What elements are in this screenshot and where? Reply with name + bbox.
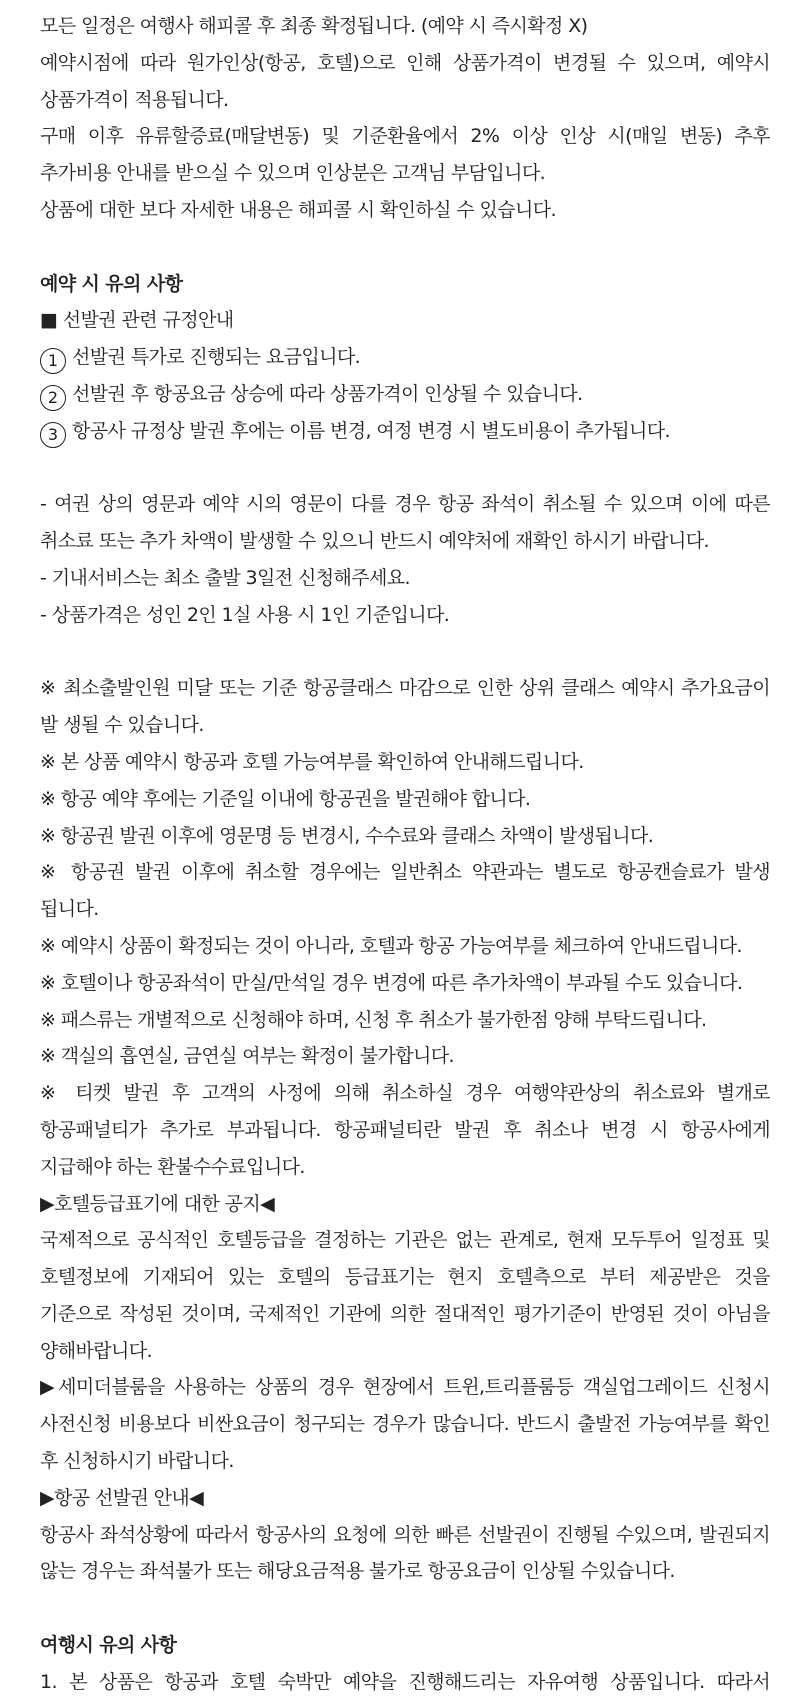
text-line: 상품에 대한 보다 자세한 내용은 해피콜 시 확인하실 수 있습니다.: [40, 198, 557, 221]
text-line: 됩니다.: [40, 898, 99, 921]
text-line: 상품가격이 적용됩니다.: [40, 88, 229, 111]
text-line: ※ 항공권 발권 이후에 영문명 등 변경시, 수수료와 클래스 차액이 발생됩니다.: [40, 824, 654, 847]
text-line: 양해바랍니다.: [40, 1339, 152, 1362]
text-line: ※ 호텔이나 항공좌석이 만실/만석일 경우 변경에 따른 추가차액이 부과될 수도 있습니다.: [40, 971, 743, 994]
numbered-item: [40, 413, 770, 450]
text-line: ※ 최소출발인원 미달 또는 기준 항공클래스 마감으로 인한 상위 클래스 예약시 추가요금이: [40, 677, 770, 700]
notice-document: [40, 8, 770, 1701]
text-line: ■ 선발권 관련 규정안내: [40, 309, 234, 332]
text-line: 항공사 좌석상황에 따라서 항공사의 요청에 의한 빠른 선발권이 진행될 수있으며, 발권되지: [40, 1523, 770, 1546]
text-line: 발 생될 수 있습니다.: [40, 714, 204, 737]
text-line: 항공패널티가 추가로 부과됩니다. 항공패널티란 발권 후 취소나 변경 시 항공사에게: [40, 1118, 770, 1141]
subsection-heading-hotel-grade: ▶호텔등급표기에 대한 공지◀: [40, 1192, 275, 1215]
item-text: 항공사 규정상 발권 후에는 이름 변경, 여정 변경 시 별도비용이 추가됩니다.: [72, 419, 670, 442]
text-line: 취소료 또는 추가 차액이 발생할 수 있으니 반드시 예약처에 재확인 하시기 바랍니다.: [40, 530, 709, 553]
text-line: 호텔정보에 기재되어 있는 호텔의 등급표기는 현지 호텔측으로 부터 제공받은 것을: [40, 1266, 770, 1289]
text-line: ※ 항공 예약 후에는 기준일 이내에 항공권을 발권해야 합니다.: [40, 787, 531, 810]
text-line: ※ 본 상품 예약시 항공과 호텔 가능여부를 확인하여 안내해드립니다.: [40, 750, 584, 773]
text-line: 예약시점에 따라 원가인상(항공, 호텔)으로 인해 상품가격이 변경될 수 있으며, 예약시: [40, 51, 770, 74]
item-text: 선발권 후 항공요금 상승에 따라 상품가격이 인상될 수 있습니다.: [72, 382, 583, 405]
text-line: 지급해야 하는 환불수수료입니다.: [40, 1155, 305, 1178]
text-line: 1. 본 상품은 항공과 호텔 숙박만 예약을 진행해드리는 자유여행 상품입니다. 따라서: [40, 1670, 770, 1693]
text-line: 후 신청하시기 바랍니다.: [40, 1450, 234, 1473]
text-line: 추가비용 안내를 받으실 수 있으며 인상분은 고객님 부담입니다.: [40, 162, 546, 185]
text-line: ※ 항공권 발권 이후에 취소할 경우에는 일반취소 약관과는 별도로 항공캔슬료가 발생: [40, 861, 770, 884]
text-line: 모든 일정은 여행사 해피콜 후 최종 확정됩니다. (예약 시 즉시확정 X): [40, 15, 588, 37]
text-line: - 상품가격은 성인 2인 1실 사용 시 1인 기준입니다.: [40, 603, 450, 626]
spacer: [40, 1590, 770, 1627]
text-line: ※ 티켓 발권 후 고객의 사정에 의해 취소하실 경우 여행약관상의 취소료와 별개로: [40, 1082, 770, 1105]
text-line: 구매 이후 유류할증료(매달변동) 및 기준환율에서 2% 이상 인상 시(매일 변동) 추후: [40, 125, 770, 148]
text-line: 사전신청 비용보다 비싼요금이 청구되는 경우가 많습니다. 반드시 출발전 가능여부를 확인: [40, 1413, 770, 1436]
spacer: [40, 450, 770, 487]
text-line: - 여권 상의 영문과 예약 시의 영문이 다를 경우 항공 좌석이 취소될 수 있으며 이에 따른: [40, 493, 770, 516]
item-text: 선발권 특가로 진행되는 요금입니다.: [72, 346, 361, 369]
circled-number: 1: [40, 348, 66, 374]
numbered-item: [40, 376, 770, 413]
subsection-heading-ticketing: ▶항공 선발권 안내◀: [40, 1486, 204, 1509]
spacer: [40, 229, 770, 266]
circled-number: 3: [40, 422, 66, 448]
text-line: 기준으로 작성된 것이며, 국제적인 기관에 의한 절대적인 평가기준이 반영된 것이 아님을: [40, 1302, 770, 1325]
text-line: - 기내서비스는 최소 출발 3일전 신청해주세요.: [40, 566, 410, 589]
circled-number: 2: [40, 385, 66, 411]
spacer: [40, 634, 770, 671]
text-line: 국제적으로 공식적인 호텔등급을 결정하는 기관은 없는 관계로, 현재 모두투어 일정표 및: [40, 1229, 770, 1252]
text-line: ※ 객실의 흡연실, 금연실 여부는 확정이 불가합니다.: [40, 1045, 454, 1068]
text-line: ▶세미더블룸을 사용하는 상품의 경우 현장에서 트윈,트리플룸등 객실업그레이드 신청시: [40, 1376, 770, 1399]
section-heading-booking: 예약 시 유의 사항: [40, 272, 183, 295]
section-heading-travel: 여행시 유의 사항: [40, 1634, 177, 1657]
text-line: ※ 예약시 상품이 확정되는 것이 아니라, 호텔과 항공 가능여부를 체크하여 안내드립니다.: [40, 934, 742, 957]
numbered-item: [40, 339, 770, 376]
text-line: 않는 경우는 좌석불가 또는 해당요금적용 불가로 항공요금이 인상될 수있습니다.: [40, 1560, 675, 1583]
text-line: ※ 패스류는 개별적으로 신청해야 하며, 신청 후 취소가 불가한점 양해 부탁드립니다.: [40, 1008, 707, 1031]
